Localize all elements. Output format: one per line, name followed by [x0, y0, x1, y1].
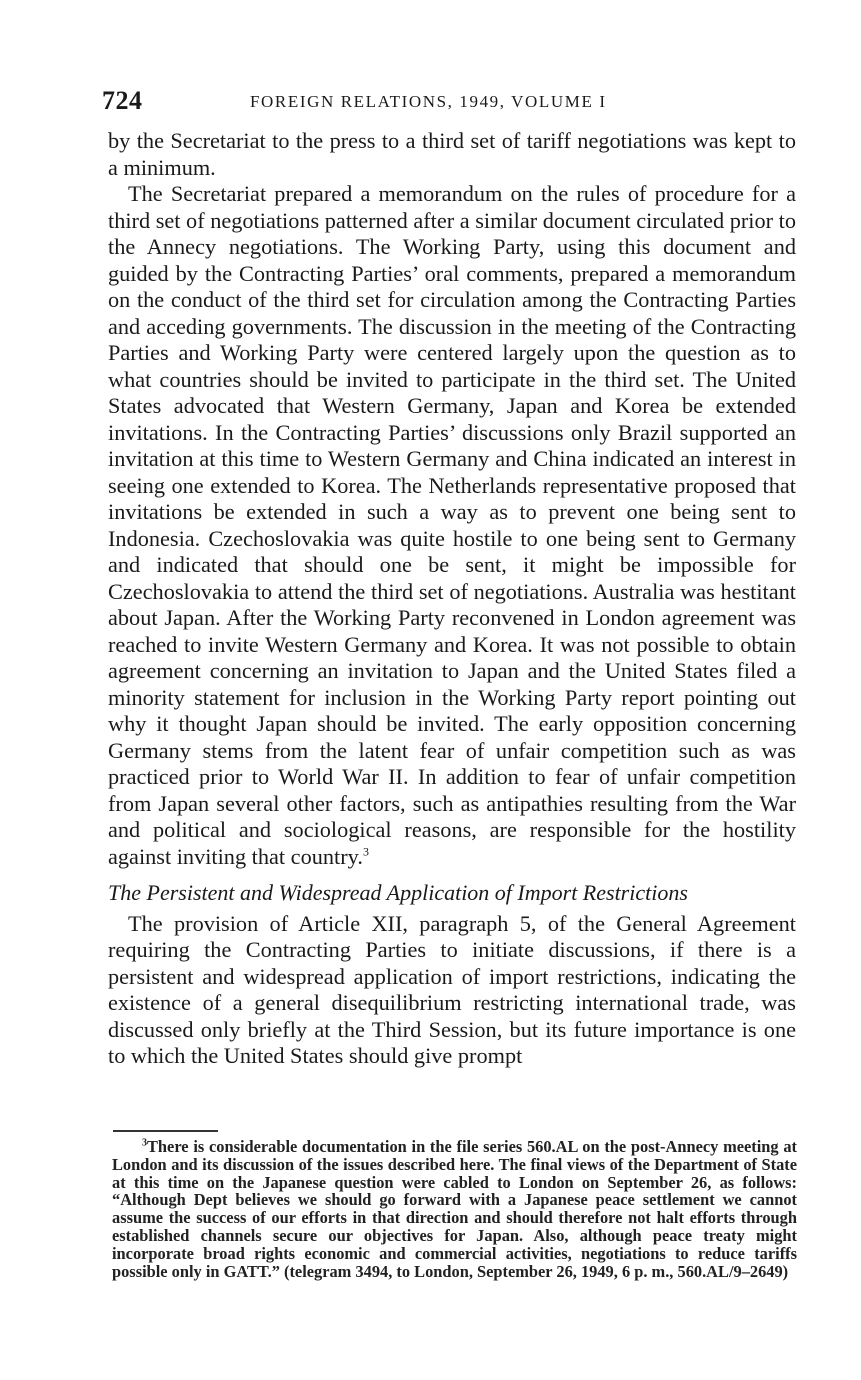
footnote-text: There is considerable documentation in the file series 560.AL on the post-Annecy meeting at London and its discussion of the issues described here. The final views of the Department of State at this time on the Japanese question were cabled to London on September 26, as follows: “Although Dept believes we should go forward with a Japanese peace settlement we cannot assume the success of our efforts in that direction and should therefore not halt efforts through established channels secure our objectives for Japan. Also, although peace treaty might incorporate broad rights economic and commercial activities, negotiations to reduce tariffs possible only in GATT.” (telegram 3494, to London, September 26, 1949, 6 p. m., 560.AL/9–2649)	[112, 1137, 797, 1281]
footnote-marker: 3	[142, 1137, 147, 1149]
footnote-divider	[113, 1130, 218, 1132]
running-head: FOREIGN RELATIONS, 1949, VOLUME I	[250, 92, 607, 111]
page-number: 724	[102, 86, 143, 115]
section-heading: The Persistent and Widespread Application of Import Restrictions	[108, 880, 688, 905]
page-header	[100, 86, 800, 120]
paragraph-article-xii: The provision of Article XII, paragraph 5, of the General Agreement requiring the Contracting Parties to initiate discussions, if there is a persistent and widespread application of import restrictions, indicating the existence of a general disequilibrium restricting international trade, was discussed only briefly at the Third Session, but its future importance is one to which the United States should give prompt	[108, 910, 796, 1068]
body-text	[108, 128, 796, 1070]
footnote-reference: 3	[362, 844, 369, 859]
paragraph-continued: by the Secretariat to the press to a third set of tariff negotiations was kept to a minimum.	[108, 128, 796, 180]
paragraph-working-party	[108, 181, 796, 870]
footnotes	[112, 1138, 797, 1280]
paragraph-working-party-text: The Secretariat prepared a memorandum on the rules of procedure for a third set of negotiations patterned after a similar document circulated prior to the Annecy negotiations. The Working Party, using this document and guided by the Contracting Parties’ oral comments, prepared a memorandum on the conduct of the third set for circulation among the Contracting Parties and acceding governments. The discussion in the meeting of the Contracting Parties and Working Party were centered largely upon the question as to what countries should be invited to participate in the third set. The United States advocated that Western Germany, Japan and Korea be extended invitations. In the Contracting Parties’ discussions only Brazil supported an invitation at this time to Western Germany and China indicated an interest in seeing one extended to Korea. The Netherlands representative proposed that invitations be extended in such a way as to prevent one being sent to Indonesia. Czechoslovakia was quite hostile to one being sent to Germany and indicated that should one be sent, it might be impossible for Czechoslovakia to attend the third set of negotiations. Australia was hestitant about Japan. After the Working Party reconvened in London agreement was reached to invite Western Germany and Korea. It was not possible to obtain agreement concerning an invitation to Japan and the United States filed a minority statement for inclusion in the Working Party report pointing out why it thought Japan should be invited. The early opposition concerning Germany stems from the latent fear of unfair competition such as was practiced prior to World War II. In addition to fear of unfair competition from Japan several other factors, such as antipathies resulting from the War and political and sociological reasons, are responsible for the hostility against inviting that country.	[108, 181, 796, 869]
footnote	[112, 1138, 797, 1280]
